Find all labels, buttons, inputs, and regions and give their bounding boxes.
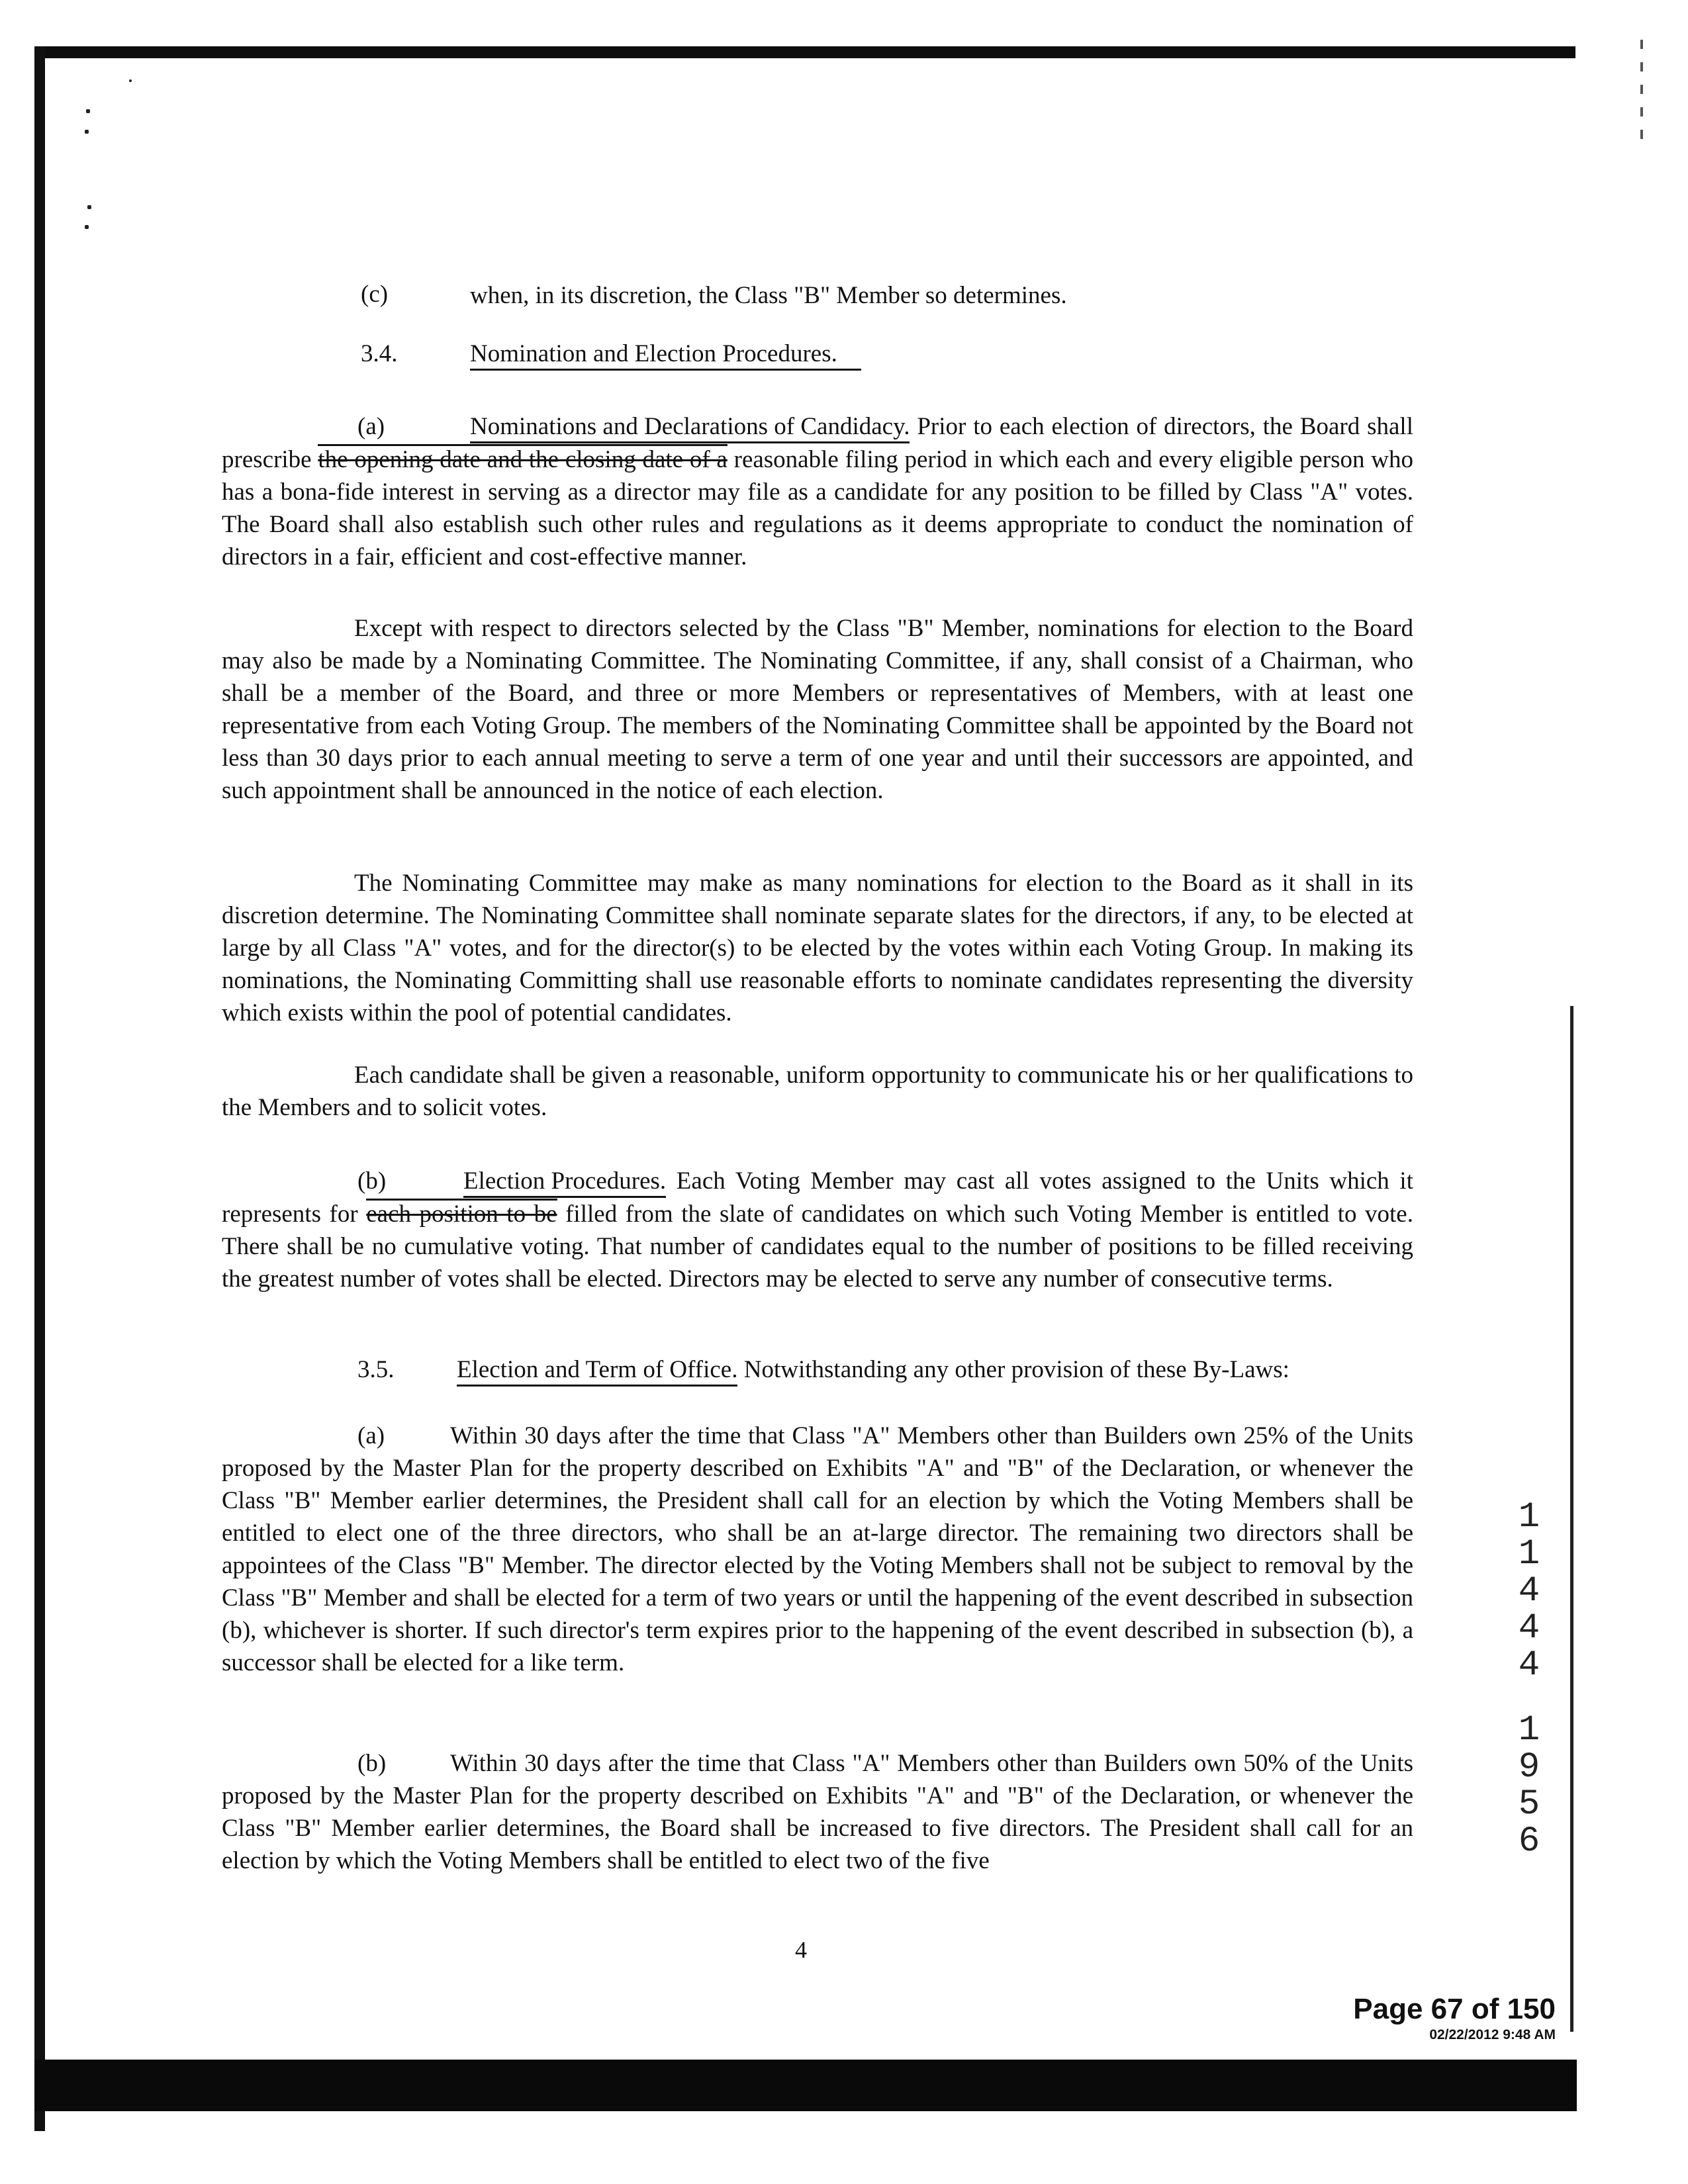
scan-margin-marks <box>1640 40 1643 139</box>
stamp-digit: 5 <box>1518 1784 1540 1825</box>
para-candidate-text: Each candidate shall be given a reasonable, uniform opportunity to communicate his or her qualifications to the Members and to solicit votes. <box>222 1062 1413 1121</box>
paragraph-3-5-b <box>222 1747 1413 1877</box>
paragraph-except <box>222 612 1413 807</box>
paragraph-nominations <box>222 410 1413 573</box>
stamp-digit: 4 <box>1518 1571 1540 1612</box>
section-3-4-title-text: Nomination and Election Procedures. <box>470 340 861 371</box>
paragraph-election-procedures <box>222 1165 1413 1295</box>
section-3-5-rest: Notwithstanding any other provision of these By-Laws: <box>737 1356 1289 1383</box>
scan-border-bottom <box>34 2060 1577 2111</box>
para-a-lead: Prior to each election of directors, the Board shall prescribe <box>222 413 1413 473</box>
para-3-5-b-text: Within 30 days after the time that Class "A" Members other than Builders own 50% of the Units proposed by the Master Plan for the property described on Exhibits "A" and "B" of the Declaration, or whenever the Class "B" Member earlier determines, the Board shall be increased to five directors. The President shall call for an election by which the Voting Members shall be entitled to elect two of the five <box>222 1750 1413 1874</box>
scan-border-left <box>34 46 45 2131</box>
scan-edge-line <box>1570 1006 1573 2032</box>
para-a-rest: reasonable filing period in which each and every eligible person who has a bona-fide interest in serving as a director may file as a candidate for any position to be filled by Class "A" votes. The Board shall also establish such other rules and regulations as it deems appropriate to conduct the nomination of directors in a fair, efficient and cost-effective manner. <box>222 446 1413 570</box>
paragraph-3-5-a <box>222 1420 1413 1679</box>
scan-border-top <box>41 46 1575 58</box>
section-3-4-title <box>470 338 861 371</box>
para-3-5-a-label: (a) <box>357 1422 385 1449</box>
scan-speck <box>129 79 132 82</box>
scan-speck <box>85 225 89 229</box>
paragraph-candidate <box>222 1059 1413 1124</box>
section-3-5-heading <box>457 1353 1289 1387</box>
page-timestamp: 02/22/2012 9:48 AM <box>1429 2027 1556 2042</box>
para-b-lead: Each Voting Member may cast all votes assigned to the Units which it represents for <box>222 1167 1413 1228</box>
stamp-digit: 1 <box>1518 1497 1540 1537</box>
para-a-heading: Nominations and Declarations of Candidacy. <box>470 412 910 443</box>
page-count-label: Page 67 of 150 <box>1353 1993 1556 2025</box>
para-a-label: (a) <box>357 413 385 440</box>
para-3-5-b-label: (b) <box>357 1750 387 1777</box>
para-b-label: (b) <box>357 1167 387 1195</box>
para-b-rest: filled from the slate of candidates on which such Voting Member is entitled to vote. There shall be no cumulative voting. That number of candidates equal to the number of positions to be filled receiving the greatest number of votes shall be elected. Directors may be elected to serve any number of consecutive terms. <box>222 1201 1413 1293</box>
stamp-digit: 1 <box>1518 1534 1540 1574</box>
para-nominating-text: The Nominating Committee may make as many nominations for election to the Board as it shall in its discretion determine. The Nominating Committee shall nominate separate slates for the directors, if any, to be elected at large by all Class "A" votes, and for the director(s) to be elected by the votes within each Voting Group. In making its nominations, the Nominating Committing shall use reasonable efforts to nominate candidates representing the diversity which exists within the pool of potential candidates. <box>222 870 1413 1026</box>
scan-speck <box>87 205 91 209</box>
para-b-heading: Election Procedures. <box>463 1167 666 1198</box>
section-3-5-title: Election and Term of Office. <box>457 1355 737 1387</box>
stamp-digit: 1 <box>1518 1710 1540 1751</box>
page-footer <box>1297 1992 1556 2044</box>
section-3-4-number: 3.4. <box>361 340 398 367</box>
book-page-stamp <box>1509 1499 1549 1860</box>
scan-speck <box>86 109 90 113</box>
para-b-strike: each position to be <box>366 1199 557 1228</box>
stamp-digit: 6 <box>1518 1821 1540 1862</box>
paragraph-nominating-committee <box>222 867 1413 1029</box>
para-a-strike: the opening date and the closing date of a <box>318 444 727 473</box>
stamp-digit: 4 <box>1518 1645 1540 1686</box>
item-c-text: when, in its discretion, the Class "B" Member so determines. <box>470 282 1067 309</box>
stamp-digit: 9 <box>1518 1747 1540 1788</box>
scan-speck <box>85 130 89 134</box>
stamp-digit: 4 <box>1518 1608 1540 1649</box>
para-except-text: Except with respect to directors selected by the Class "B" Member, nominations for election to the Board may also be made by a Nominating Committee. The Nominating Committee, if any, shall consist of a Chairman, who shall be a member of the Board, and three or more Members or representatives of Members, with at least one representative from each Voting Group. The members of the Nominating Committee shall be appointed by the Board not less than 30 days prior to each annual meeting to serve a term of one year and until their successors are appointed, and such appointment shall be announced in the notice of each election. <box>222 615 1413 804</box>
page-number: 4 <box>795 1936 807 1963</box>
section-3-5-number: 3.5. <box>357 1356 395 1383</box>
item-c-label: (c) <box>361 281 389 308</box>
para-3-5-a-text: Within 30 days after the time that Class "A" Members other than Builders own 25% of the Units proposed by the Master Plan for the property described on Exhibits "A" and "B" of the Declaration, or whenever the Class "B" Member earlier determines, the President shall call for an election by which the Voting Members shall be entitled to elect one of the three directors, who shall be an at-large director. The remaining two directors shall be appointees of the Class "B" Member. The director elected by the Voting Members shall not be subject to removal by the Class "B" Member and shall be elected for a term of two years or until the happening of the event described in subsection (b), whichever is shorter. If such director's term expires prior to the happening of the event described in subsection (b), a successor shall be elected for a like term. <box>222 1422 1413 1676</box>
